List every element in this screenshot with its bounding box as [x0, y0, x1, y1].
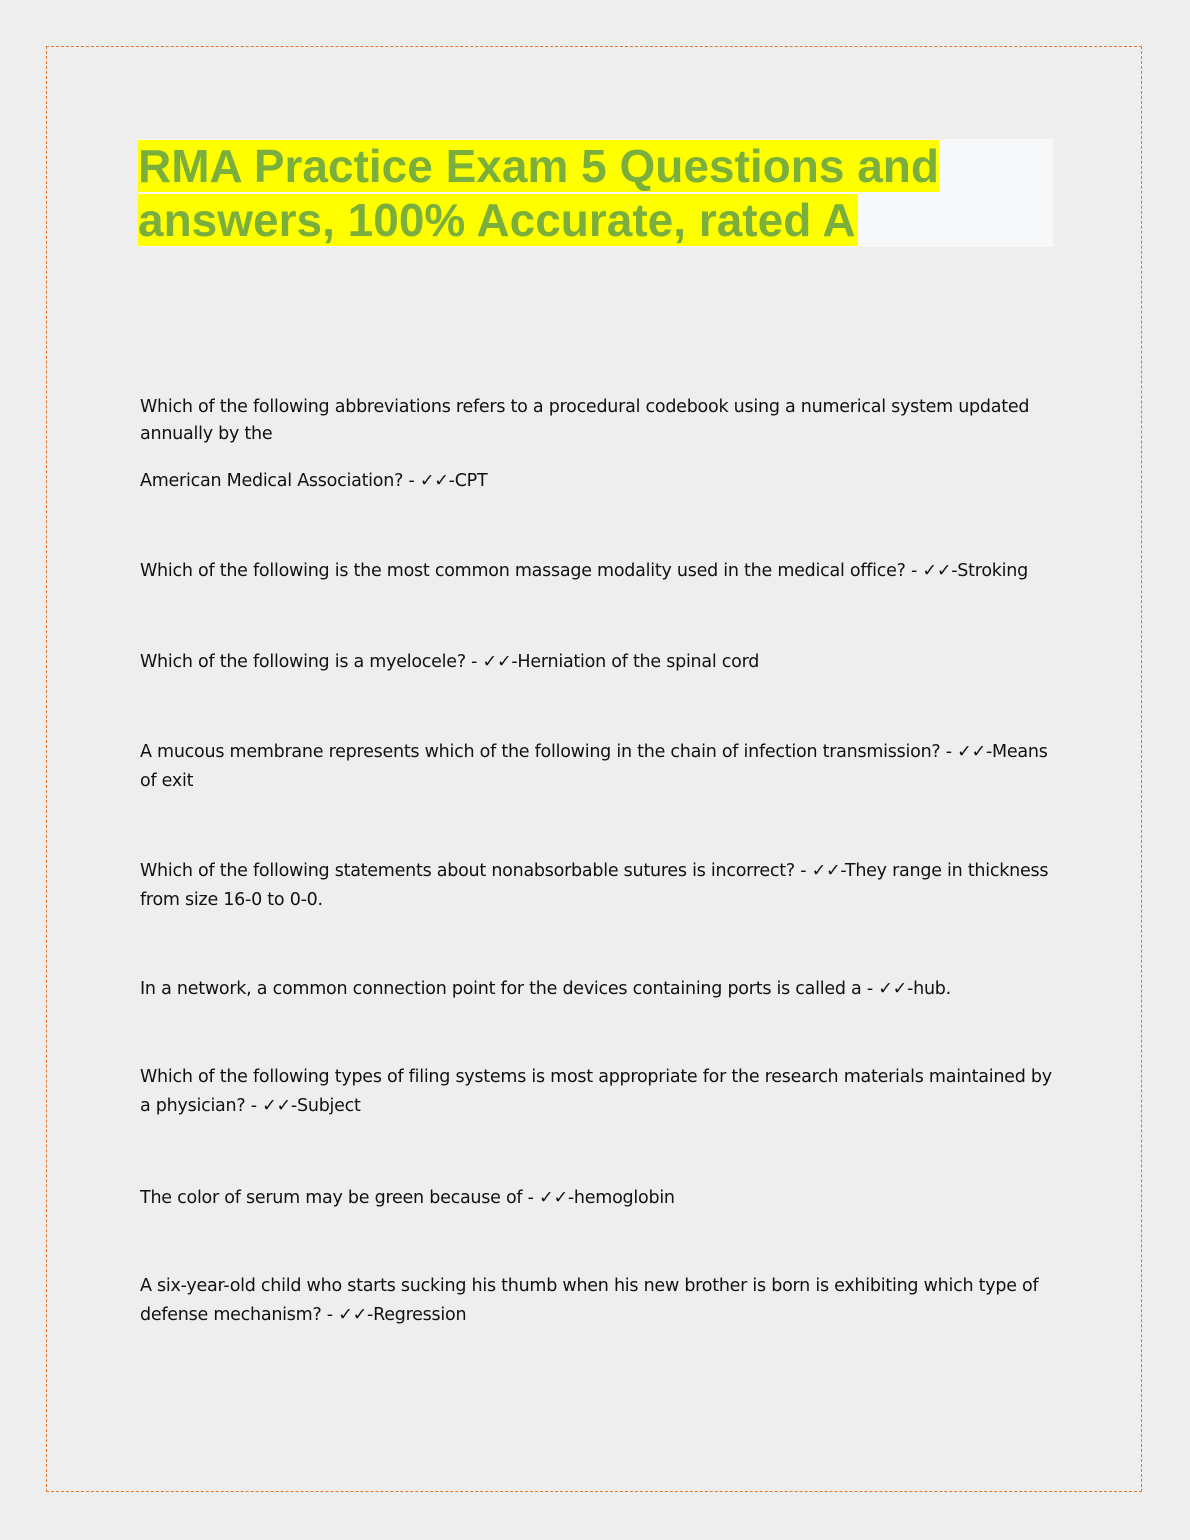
- question-5: Which of the following statements about nonabsorbable sutures is incorrect? - ✓✓-They range in thickness from size 16-0 to 0-0.: [140, 861, 1049, 910]
- question-2: Which of the following is the most common massage modality used in the medical office? - ✓✓-Stroking: [140, 561, 1028, 581]
- question-8: The color of serum may be green because of - ✓✓-hemoglobin: [140, 1188, 675, 1208]
- question-9: A six-year-old child who starts sucking his thumb when his new brother is born is exhibiting which type of defense mechanism? - ✓✓-Regression: [140, 1276, 1039, 1325]
- question-6: In a network, a common connection point for the devices containing ports is called a - ✓✓-hub.: [140, 979, 951, 999]
- question-1-answer: American Medical Association? - ✓✓-CPT: [140, 471, 488, 491]
- question-1-intro: Which of the following abbreviations refers to a procedural codebook using a numerical system updated annually by the: [140, 397, 1030, 444]
- title-block: [138, 139, 1053, 247]
- document-title: [138, 139, 1053, 247]
- question-7: Which of the following types of filing systems is most appropriate for the research materials maintained by a physician? - ✓✓-Subject: [140, 1067, 1052, 1116]
- question-4: A mucous membrane represents which of the following in the chain of infection transmission? - ✓✓-Means of exit: [140, 742, 1048, 791]
- question-3: Which of the following is a myelocele? - ✓✓-Herniation of the spinal cord: [140, 652, 760, 672]
- title-highlight: RMA Practice Exam 5 Questions and answers, 100% Accurate, rated A: [138, 140, 940, 246]
